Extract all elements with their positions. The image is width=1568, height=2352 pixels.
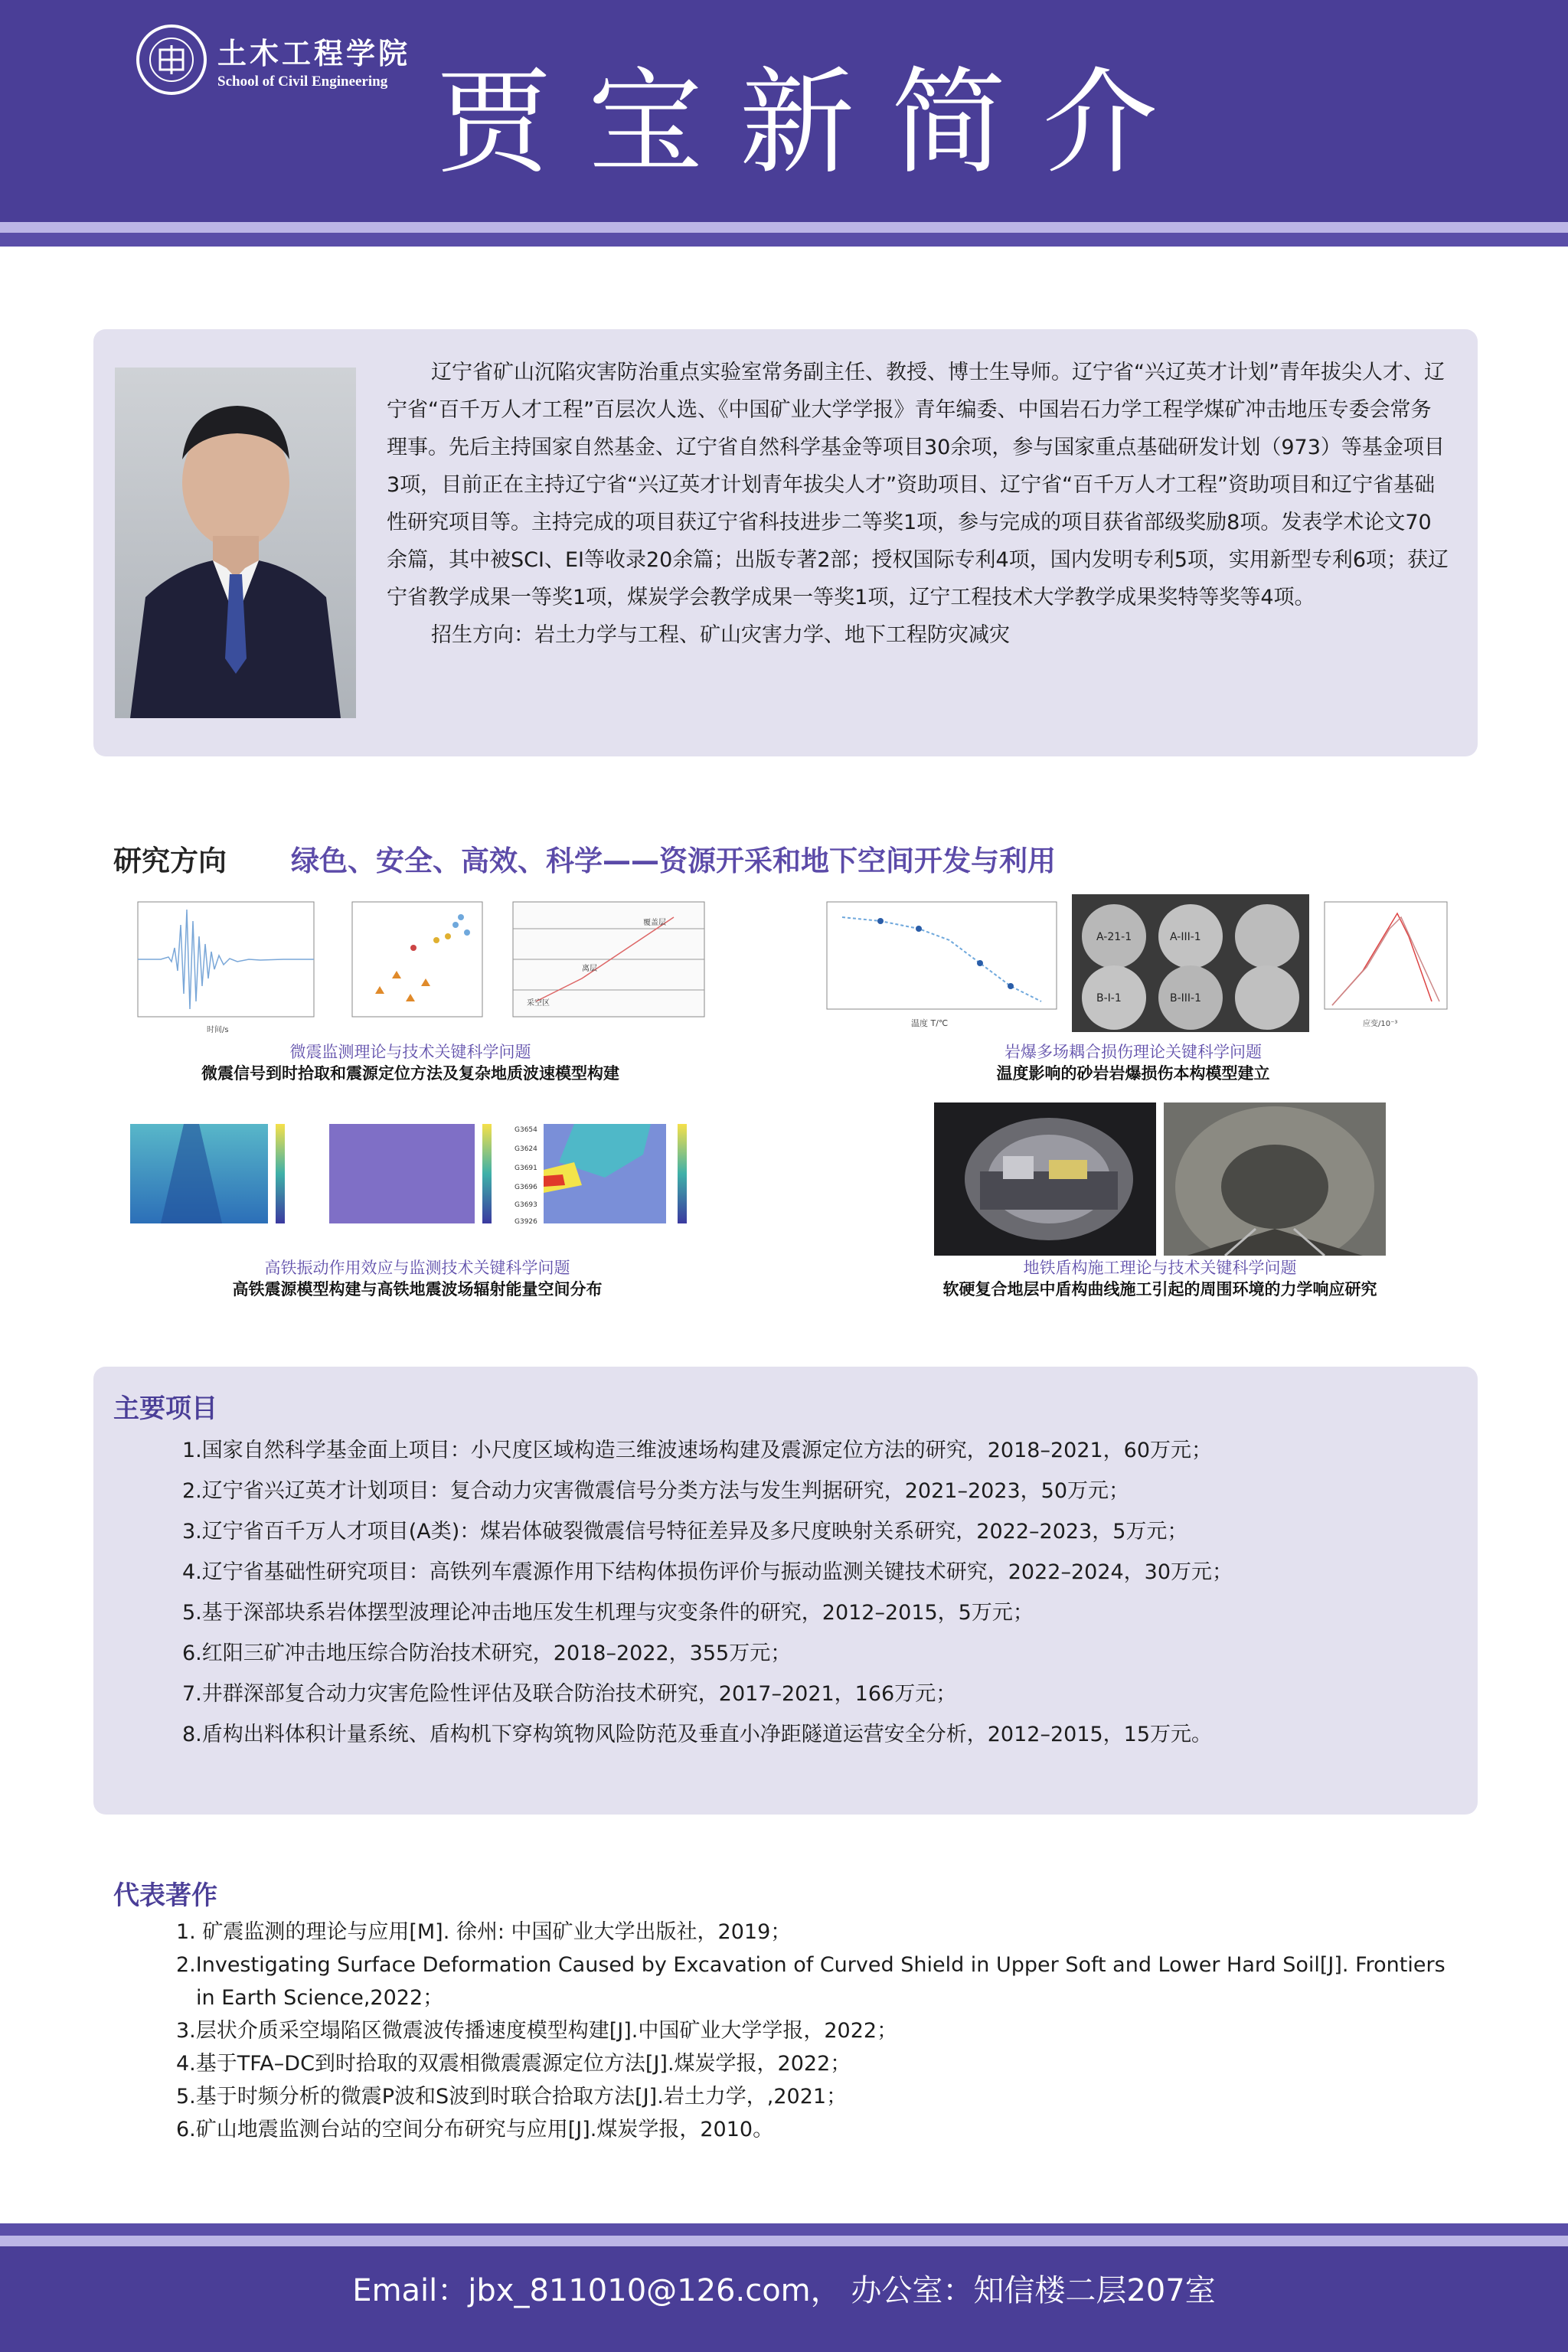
heatmap-row-label: G3691 [514,1165,537,1172]
heatmap-row-label: G3693 [514,1201,537,1209]
projects-list [182,1430,1453,1755]
caption-title: 地铁盾构施工理论与技术关键科学问题 [1023,1259,1297,1277]
caption-subtitle: 软硬复合地层中盾构曲线施工引起的周围环境的力学响应研究 [942,1280,1377,1298]
caption-title: 岩爆多场耦合损伤理论关键科学问题 [1004,1043,1262,1061]
strata-diagram [513,902,704,1017]
scatter-plot [352,902,482,1017]
list-item: 4.辽宁省基础性研究项目：高铁列车震源作用下结构体损伤评价与振动监测关键技术研究，2022–2024，30万元； [182,1560,1233,1584]
heatmap-right [514,1124,687,1226]
page-title: 贾宝新简介 [436,57,1195,190]
school-seal-icon [136,24,207,95]
heatmap-left [130,1124,285,1223]
portrait-photo [115,368,356,718]
waveform-xlabel: 时间/s [207,1026,229,1034]
school-name-en: School of Civil Engineering [217,73,388,90]
projects-title: 主要项目 [113,1393,217,1424]
footer-stripe [0,2223,1568,2236]
heatmap-row-label: G3624 [514,1145,537,1153]
list-item: 8.盾构出料体积计量系统、盾构机下穿构筑物风险防范及垂直小净距隧道运营安全分析，2012–2015，15万元。 [182,1723,1213,1746]
caption-title: 高铁振动作用效应与监测技术关键科学问题 [264,1259,570,1277]
list-item: 3.辽宁省百千万人才项目(A类)：煤岩体破裂微震信号特征差异及多尺度映射关系研究，2022–2023，5万元； [182,1520,1188,1544]
specimen-label: B-III-1 [1170,992,1202,1004]
publications-title: 代表著作 [113,1880,217,1911]
research-label: 研究方向 [113,844,227,877]
list-item: 5.基于深部块系岩体摆型波理论冲击地压发生机理与灾变条件的研究，2012–2015，5万元； [182,1601,1034,1625]
list-item: 5.基于时频分析的微震P波和S波到时联合拾取方法[J].岩土力学，,2021； [176,2085,848,2109]
damage-curve-xlabel: 温度 T/℃ [911,1018,949,1028]
shield-machine-render [934,1102,1156,1256]
list-item: 2.Investigating Surface Deformation Caused by Excavation of Curved Shield in Upper Soft and Lower Hard Soil[J]. Frontiers in Earth Science,2022； [176,1953,1446,2010]
caption-subtitle: 温度影响的砂岩岩爆损伤本构模型建立 [996,1064,1270,1083]
figure-hsr-vibration [115,1109,720,1246]
footer-stripe [0,2236,1568,2246]
caption-subtitle: 微震信号到时拾取和震源定位方法及复杂地质波速模型构建 [201,1064,619,1083]
damage-curve-plot [827,902,1057,1028]
contact-info: Email：jbx_811010@126.com， 办公室：知信楼二层207室 [352,2273,1216,2308]
figure-caption [107,1041,714,1084]
school-name-cn: 土木工程学院 [217,35,411,70]
header-stripe [0,222,1568,233]
specimen-label: A-III-1 [1170,931,1201,943]
figure-rockburst [796,894,1455,1040]
figure-caption [873,1257,1447,1300]
caption-subtitle: 高铁震源模型构建与高铁地震波场辐射能量空间分布 [232,1280,603,1298]
strata-label-bottom: 采空区 [527,999,550,1008]
bio-text [387,354,1451,654]
caption-title: 微震监测理论与技术关键科学问题 [289,1043,531,1061]
list-item: 3.层状介质采空塌陷区微震波传播速度模型构建[J].中国矿业大学学报，2022； [176,2019,898,2043]
figure-microseismic [107,894,714,1040]
heatmap-row-label: G3654 [514,1126,537,1134]
research-motto: 绿色、安全、高效、科学——资源开采和地下空间开发与利用 [291,844,1056,877]
list-item: 1. 矿震监测的理论与应用[M]. 徐州: 中国矿业大学出版社，2019； [176,1920,792,1944]
figure-shield-tunnel [934,1102,1386,1256]
specimen-label: B-I-1 [1096,992,1122,1004]
strata-label-mid: 离层 [582,965,597,973]
header-stripe [0,233,1568,247]
publications-list [176,1916,1447,2146]
list-item: 2.辽宁省兴辽英才计划项目：复合动力灾害微震信号分类方法与发生判据研究，2021–2023，50万元； [182,1479,1130,1503]
school-logo [136,24,410,95]
heatmap-row-label: G3696 [514,1184,537,1191]
rock-specimen-photo [1072,894,1309,1032]
recruitment-direction: 招生方向：岩土力学与工程、矿山灾害力学、地下工程防灾减灾 [431,623,1010,647]
strata-label-top: 覆盖层 [643,919,666,927]
figure-caption [115,1257,720,1300]
figure-caption [842,1041,1424,1084]
waveform-plot [138,902,314,1034]
list-item: 4.基于TFA–DC到时拾取的双震相微震震源定位方法[J].煤炭学报，2022； [176,2052,851,2076]
list-item: 1.国家自然科学基金面上项目：小尺度区域构造三维波速场构建及震源定位方法的研究，2018–2021，60万元； [182,1439,1213,1462]
specimen-label: A-21-1 [1096,931,1132,943]
stress-strain-plot [1325,902,1447,1028]
list-item: 6.红阳三矿冲击地压综合防治技术研究，2018–2022，355万元； [182,1642,792,1665]
list-item: 6.矿山地震监测台站的空间分布研究与应用[J].煤炭学报，2010。 [176,2118,774,2141]
stress-strain-xlabel: 应变/10⁻³ [1363,1020,1398,1028]
heatmap-middle [329,1124,492,1223]
subway-tunnel-photo [1164,1102,1386,1256]
heatmap-row-label: G3926 [514,1218,537,1226]
list-item: 7.井群深部复合动力灾害危险性评估及联合防治技术研究，2017–2021，166万元； [182,1682,957,1706]
bio-paragraph: 辽宁省矿山沉陷灾害防治重点实验室常务副主任、教授、博士生导师。辽宁省“兴辽英才计划”青年拔尖人才、辽宁省“百千万人才工程”百层次人选、《中国矿业大学学报》青年编委、中国岩石力学工程学煤矿冲击地压专委会常务理事。先后主持国家自然基金、辽宁省自然科学基金等项目30余项，参与国家重点基础研发计划（973）等基金项目3项，目前正在主持辽宁省“兴辽英才计划青年拔尖人才”资助项目、辽宁省“百千万人才工程”资助项目和辽宁省基础性研究项目等。主持完成的项目获辽宁省科技进步二等奖1项，参与完成的项目获省部级奖励8项。发表学术论文70余篇，其中被SCI、EI等收录20余篇；出版专著2部；授权国际专利4项，国内发明专利5项，实用新型专利6项；获辽宁省教学成果一等奖1项，煤炭学会教学成果一等奖1项，辽宁工程技术大学教学成果奖特等奖等4项。 [387,361,1449,609]
